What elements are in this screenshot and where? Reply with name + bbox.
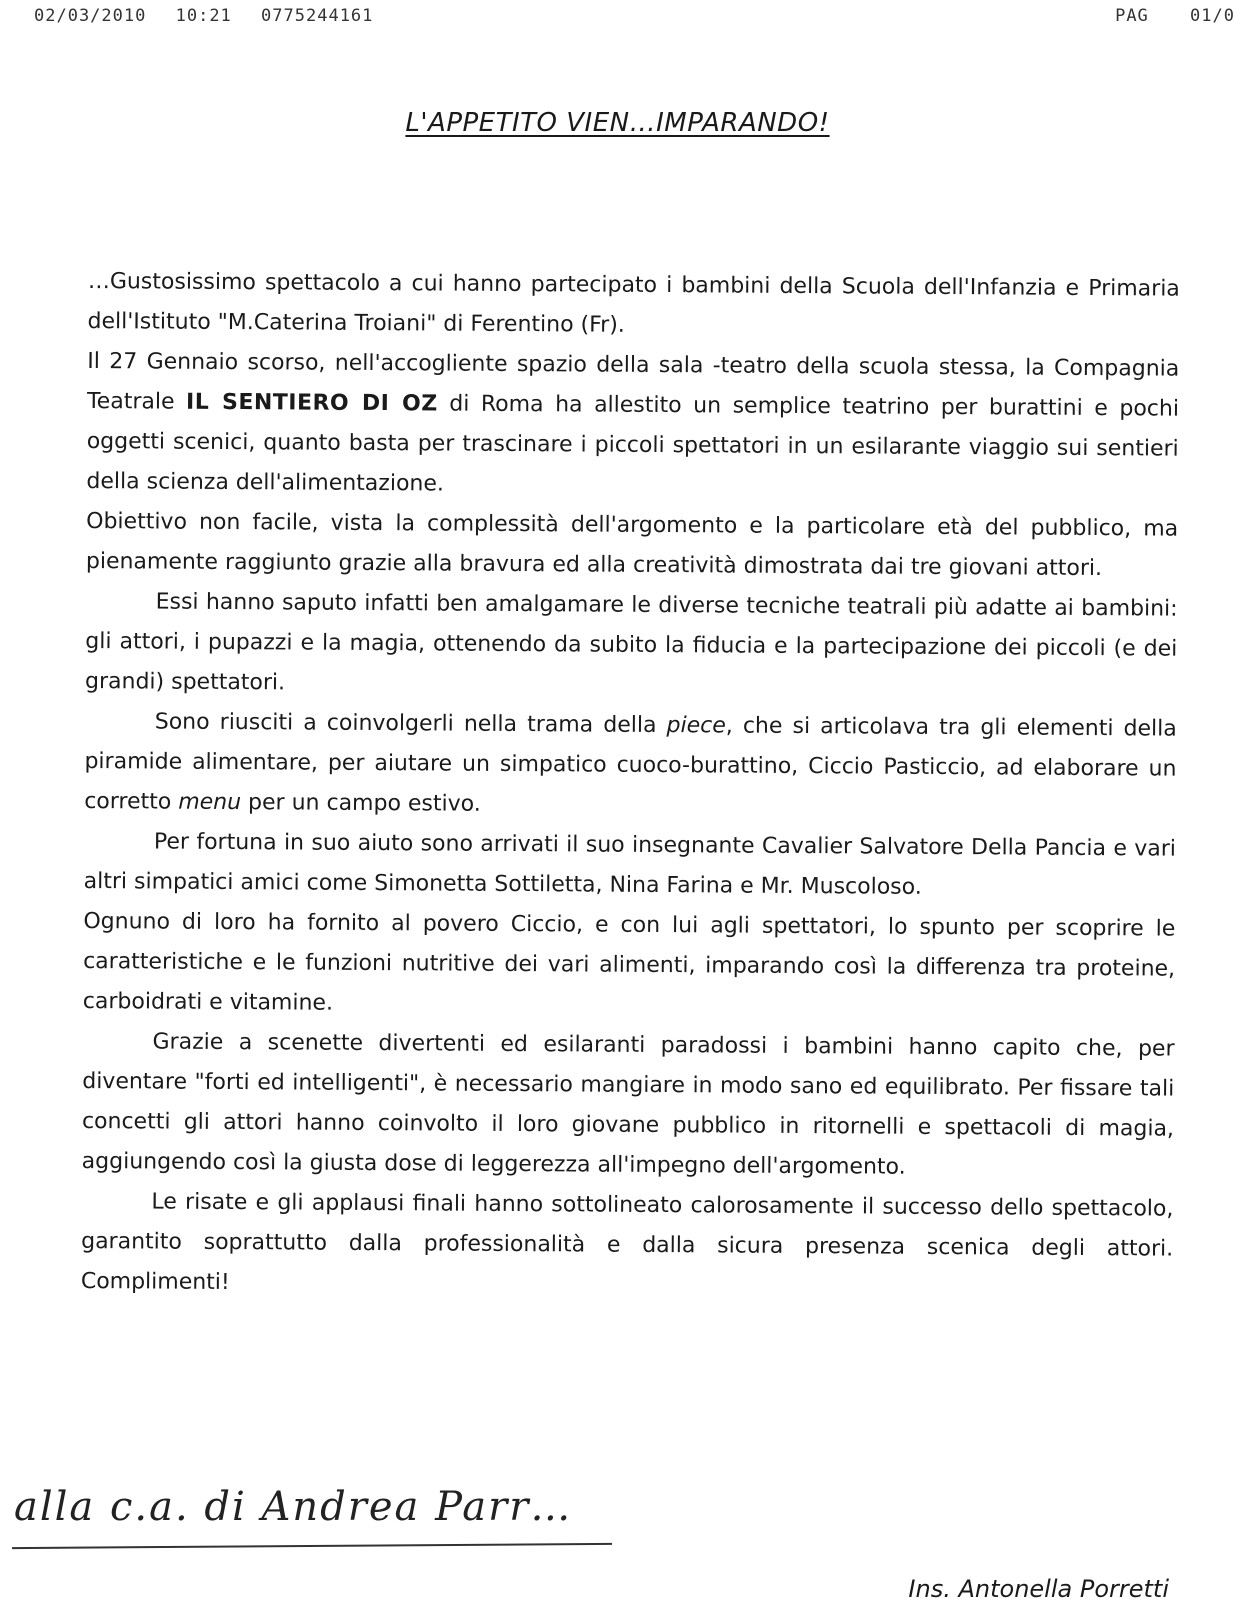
word-menu: menu (178, 789, 242, 816)
paragraph-nutrition: Ognuno di loro ha fornito al povero Ciccio, e con lui agli spettatori, lo spunto per scoprire le caratteristiche e le funzioni nutritive dei vari alimenti, imparando così la differenza tra proteine, carboidrati e vitamine. (82, 908, 1176, 1016)
article-body (81, 262, 1180, 1310)
paragraph-intro: …Gustosissimo spettacolo a cui hanno partecipato i bambini della Scuola dell'Infanzia e Primaria dell'Istituto "M.Caterina Troiani" di Ferentino (Fr). (87, 268, 1180, 338)
paragraph-techniques: Essi hanno saputo infatti ben amalgamare le diverse tecniche teatrali più adatte ai bambini: gli attori, i pupazzi e la magia, ottenendo da subito la fiducia e la partecipazione dei piccoli (e dei grandi) spettatori. (84, 589, 1178, 696)
word-piece: piece (666, 713, 726, 739)
fax-page-label: PAG (1115, 6, 1149, 26)
fax-time: 10:21 (175, 6, 232, 26)
author-signature: Ins. Antonella Porretti (908, 1575, 1169, 1603)
fax-header (34, 6, 1235, 32)
paragraph-event (86, 342, 1179, 510)
handwritten-underline (12, 1543, 612, 1549)
paragraph-characters: Per fortuna in suo aiuto sono arrivati il suo insegnante Cavalier Salvatore Della Pancia e vari altri simpatici amici come Simonetta Sottiletta, Nina Farina e Mr. Muscoloso. (83, 829, 1177, 900)
paragraph-conclusion: Le risate e gli applausi finali hanno sottolineato calorosamente il successo dello spettacolo, garantito soprattutto dalla professionalità e dalla sicura presenza scenica degli attori. Complimenti! (80, 1189, 1174, 1296)
handwritten-note: alla c.a. di Andrea Parr… (14, 1484, 573, 1530)
fax-header-left (34, 6, 391, 26)
fax-phone: 0775244161 (261, 6, 374, 26)
paragraph-event-text-2: di Roma ha allestito un semplice teatrino per burattini e pochi oggetti scenici, quanto basta per trascinare i piccoli spettatori in un esilarante viaggio sui sentieri della scienza dell'alimentazione. (86, 391, 1180, 497)
fax-header-right (1085, 6, 1235, 26)
paragraph-plot-text-2: , che si articolava tra gli elementi della piramide alimentare, per aiutare un simpatico cuoco-burattino, Ciccio Pasticcio, ad elaborare un corretto (84, 713, 1177, 815)
company-name: IL SENTIERO DI OZ (186, 389, 438, 417)
paragraph-plot (84, 702, 1177, 830)
document-title: L'APPETITO VIEN…IMPARANDO! (405, 108, 830, 138)
paragraph-event-text-1: Il 27 Gennaio scorso, nell'accogliente spazio della sala -teatro della scuola stessa, la Compagnia Teatrale (86, 348, 1180, 415)
paragraph-lessons: Grazie a scenette divertenti ed esilaranti paradossi i bambini hanno capito che, per diventare "forti ed intelligenti", è necessario mangiare in modo sano ed equilibrato. Per fissare tali concetti gli attori hanno coinvolto il loro giovane pubblico in ritornelli e spettacoli di magia, aggiungendo così la giusta dose di leggerezza all'impegno dell'argomento. (81, 1029, 1175, 1180)
paragraph-objective: Obiettivo non facile, vista la complessità dell'argomento e la particolare età del pubblico, ma pienamente raggiunto grazie alla bravura ed alla creatività dimostrata dai tre giovani attori. (85, 508, 1179, 582)
fax-date: 02/03/2010 (34, 6, 147, 26)
fax-page-number: 01/0 (1190, 6, 1235, 26)
paragraph-plot-text-3: per un campo estivo. (241, 790, 481, 817)
paragraph-plot-text-1: Sono riusciti a coinvolgerli nella trama della (154, 709, 667, 739)
